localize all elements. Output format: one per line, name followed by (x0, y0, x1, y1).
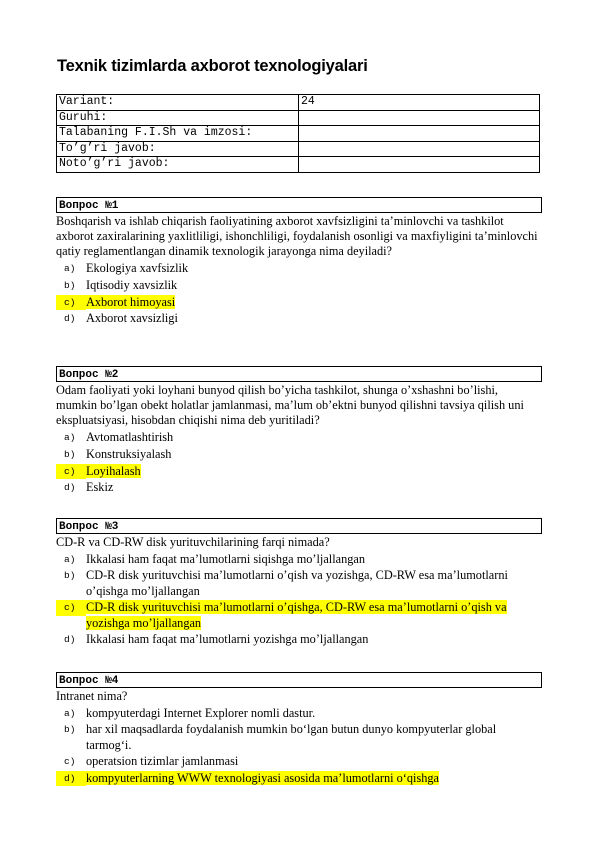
info-value (299, 110, 540, 126)
answer-option (56, 311, 542, 326)
answer-label: b) (64, 724, 76, 736)
answer-label: b) (64, 279, 76, 291)
answer-text: operatsion tizimlar jamlanmasi (86, 754, 239, 769)
answer-label: c) (56, 464, 86, 479)
answer-option (56, 568, 542, 598)
info-label: To’g’ri javob: (57, 141, 299, 157)
info-label: Noto’g’ri javob: (57, 157, 299, 173)
info-row (57, 157, 540, 173)
answer-text: Axborot xavsizligi (86, 311, 178, 326)
answer-text: Iqtisodiy xavsizlik (86, 277, 178, 292)
answer-label: d) (64, 313, 76, 325)
answer-label: a) (64, 553, 76, 565)
answer-text-container (86, 278, 542, 293)
question-text: Odam faoliyati yoki loyhani bunyod qilish bo’yicha tashkilot, shunga o’xshashni bo’lishi, mumkin bo’lgan obekt holatlar jamlanmasi, ma’lum ob’ektni bunyod qilishni tavsiya qilish uni ekspluatsiyasi, hisobdan chiqishi nima deb yuritiladi? (56, 383, 524, 428)
answer-option (56, 430, 542, 445)
answer-option (56, 278, 542, 293)
answer-text: Eskiz (86, 480, 114, 495)
answer-text: kompyuterdagi Internet Explorer nomli dastur. (86, 705, 316, 720)
question-3 (56, 518, 542, 647)
document-title: Texnik tizimlarda axborot texnologiyalari (57, 57, 368, 75)
answer-option (56, 706, 542, 721)
info-row (57, 141, 540, 157)
answer-text-container (86, 552, 542, 567)
info-value (299, 126, 540, 142)
answer-text-container (86, 311, 542, 326)
answer-label: a) (64, 432, 76, 444)
answer-text-container (86, 754, 542, 769)
answer-text-container (86, 600, 542, 630)
answer-option (56, 261, 542, 276)
info-value (299, 157, 540, 173)
question-1 (56, 197, 542, 326)
answer-text: Loyihalash (86, 463, 141, 478)
answer-text: Avtomatlashtirish (86, 430, 174, 445)
answer-text-container (86, 722, 542, 752)
answer-option (56, 722, 542, 752)
question-header: Вопрос №4 (56, 672, 542, 688)
student-info-table (56, 94, 540, 173)
question-2 (56, 366, 542, 495)
answer-text-container (86, 430, 542, 445)
answer-text: kompyuterlarning WWW texnologiyasi asosida ma’lumotlarni o‘qishga (86, 771, 440, 786)
answer-text-container (86, 261, 542, 276)
info-label: Talabaning F.I.Sh va imzosi: (57, 126, 299, 142)
answer-option (56, 632, 542, 647)
answer-text-container (86, 771, 542, 786)
info-label: Variant: (57, 95, 299, 111)
question-text: Boshqarish va ishlab chiqarish faoliyatining axborot xavfsizligini ta’minlovchi va tashkilot axborot zaxiralarining yaxlitliligi, ishonchliligi, foydalanish osonligi va maxfiyligini ta’minlovchi qatiy reglamentlangan dinamik texnologik jarayonga nima deyiladi? (56, 214, 538, 259)
answer-label: a) (64, 263, 76, 275)
info-row (57, 110, 540, 126)
answer-label: c) (56, 295, 86, 310)
question-text: CD-R va CD-RW disk yurituvchilarining farqi nimada? (56, 535, 330, 549)
answer-option (56, 552, 542, 567)
answer-label: d) (56, 771, 86, 786)
answer-text-container (86, 568, 542, 598)
info-row (57, 126, 540, 142)
answer-text: Ekologiya xavfsizlik (86, 261, 189, 276)
answer-text: Ikkalasi ham faqat ma’lumotlarni siqishga mo’ljallangan (86, 551, 365, 566)
question-header: Вопрос №2 (56, 366, 542, 382)
answer-label: a) (64, 707, 76, 719)
answer-option-correct (56, 295, 542, 310)
question-text: Intranet nima? (56, 689, 128, 703)
answer-option (56, 480, 542, 495)
question-header: Вопрос №3 (56, 518, 542, 534)
answer-option-correct (56, 771, 542, 786)
answer-text: har xil maqsadlarda foydalanish mumkin bo‘lgan butun dunyo kompyuterlar global tarmog‘i. (86, 722, 497, 752)
answer-label: c) (64, 756, 76, 768)
answer-text: Axborot himoyasi (86, 294, 176, 309)
info-value: 24 (299, 95, 540, 111)
answer-label: b) (64, 448, 76, 460)
answer-label: b) (64, 570, 76, 582)
answer-option (56, 447, 542, 462)
answer-text: Konstruksiyalash (86, 446, 172, 461)
answer-text: Ikkalasi ham faqat ma’lumotlarni yozishga mo’ljallangan (86, 632, 369, 647)
answer-text: CD-R disk yurituvchisi ma’lumotlarni o’qish va yozishga, CD-RW esa ma’lumotlarni o’qishga mo’ljallangan (86, 568, 508, 598)
question-header: Вопрос №1 (56, 197, 542, 213)
info-row (57, 95, 540, 111)
info-label: Guruhi: (57, 110, 299, 126)
info-value (299, 141, 540, 157)
answer-label: d) (64, 482, 76, 494)
answer-label: c) (56, 600, 86, 615)
answer-text-container (86, 447, 542, 462)
answer-text-container (86, 295, 542, 310)
answer-option-correct (56, 600, 542, 630)
answer-option-correct (56, 464, 542, 479)
answer-label: d) (64, 634, 76, 646)
answer-text-container (86, 464, 542, 479)
answer-text-container (86, 632, 542, 647)
answer-text-container (86, 480, 542, 495)
answer-option (56, 754, 542, 769)
question-4 (56, 672, 542, 786)
answer-text-container (86, 706, 542, 721)
answer-text: CD-R disk yurituvchisi ma’lumotlarni o’qishga, CD-RW esa ma’lumotlarni o’qish va yozishga mo’ljallangan (86, 600, 507, 630)
